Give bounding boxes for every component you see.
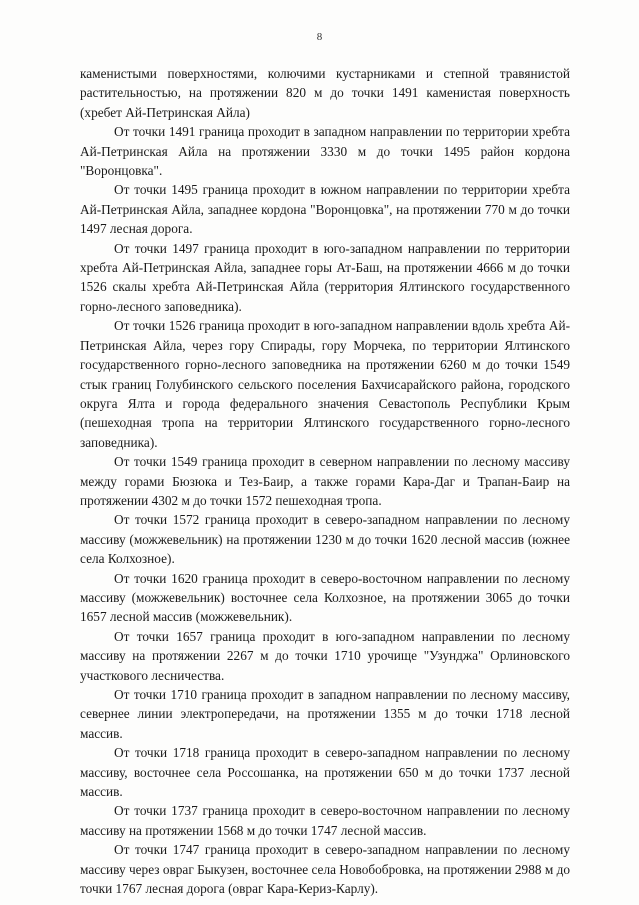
paragraph: От точки 1549 граница проходит в северном направлении по лесному массиву между горами Бюзюка и Тез-Баир, а также горами Кара-Даг и Трапан-Баир на протяжении 4302 м до точки 1572 пешеходная тропа. bbox=[80, 454, 570, 508]
paragraph: От точки 1747 граница проходит в северо-западном направлении по лесному массиву через овраг Быкузен, восточнее села Новобобровка, на протяжении 2988 м до точки 1767 лесная дорога (овраг Кара-Кериз-Карлу). bbox=[80, 842, 570, 897]
paragraph: От точки 1737 граница проходит в северо-восточном направлении по лесному массиву на протяжении 1568 м до точки 1747 лесной массив. bbox=[80, 803, 570, 838]
paragraph: От точки 1495 граница проходит в южном направлении по территории хребта Ай-Петринская Айла, западнее кордона "Воронцовка", на протяжении 770 м до точки 1497 лесная дорога. bbox=[80, 182, 570, 237]
document-body bbox=[80, 64, 570, 898]
paragraph: От точки 1497 граница проходит в юго-западном направлении по территории хребта Ай-Петринская Айла, западнее горы Ат-Баш, на протяжении 4666 м до точки 1526 скалы хребта Ай-Петринская Айла (территория Ялтинского государственного горно-лесного заповедника). bbox=[80, 240, 570, 314]
paragraph: От точки 1526 граница проходит в юго-западном направлении вдоль хребта Ай-Петринская Айла, через гору Спирады, гору Морчека, по территории Ялтинского государственного горно-лесного заповедника на протяжении 6260 м до точки 1549 стык границ Голубинского сельского поселения Бахчисарайского района, городского округа Ялта и города федерального значения Севастополь Республики Крым (пешеходная тропа на территории Ялтинского государственного горно-лесного заповедника). bbox=[80, 318, 570, 450]
paragraph: каменистыми поверхностями, колючими кустарниками и степной травянистой растительностью, на протяжении 820 м до точки 1491 каменистая поверхность (хребет Ай-Петринская Айла) bbox=[80, 66, 570, 120]
paragraph: От точки 1657 граница проходит в юго-западном направлении по лесному массиву на протяжении 2267 м до точки 1710 урочище "Узунджа" Орлиновского участкового лесничества. bbox=[80, 628, 570, 683]
paragraph: От точки 1710 граница проходит в западном направлении по лесному массиву, севернее линии электропередачи, на протяжении 1355 м до точки 1718 лесной массив. bbox=[80, 687, 570, 741]
paragraph: От точки 1572 граница проходит в северо-западном направлении по лесному массиву (можжевельник) на протяжении 1230 м до точки 1620 лесной массив (южнее села Колхозное). bbox=[80, 512, 570, 567]
paragraph: От точки 1718 граница проходит в северо-западном направлении по лесному массиву, восточнее села Россошанка, на протяжении 650 м до точки 1737 лесной массив. bbox=[80, 745, 570, 800]
page-number: 8 bbox=[316, 31, 323, 43]
paragraph: От точки 1620 граница проходит в северо-восточном направлении по лесному массиву (можжевельник) восточнее села Колхозное, на протяжении 3065 до точки 1657 лесной массив (можжевельник). bbox=[80, 570, 570, 625]
paragraph: От точки 1491 граница проходит в западном направлении по территории хребта Ай-Петринская Айла на протяжении 3330 м до точки 1495 район кордона "Воронцовка". bbox=[80, 124, 570, 179]
